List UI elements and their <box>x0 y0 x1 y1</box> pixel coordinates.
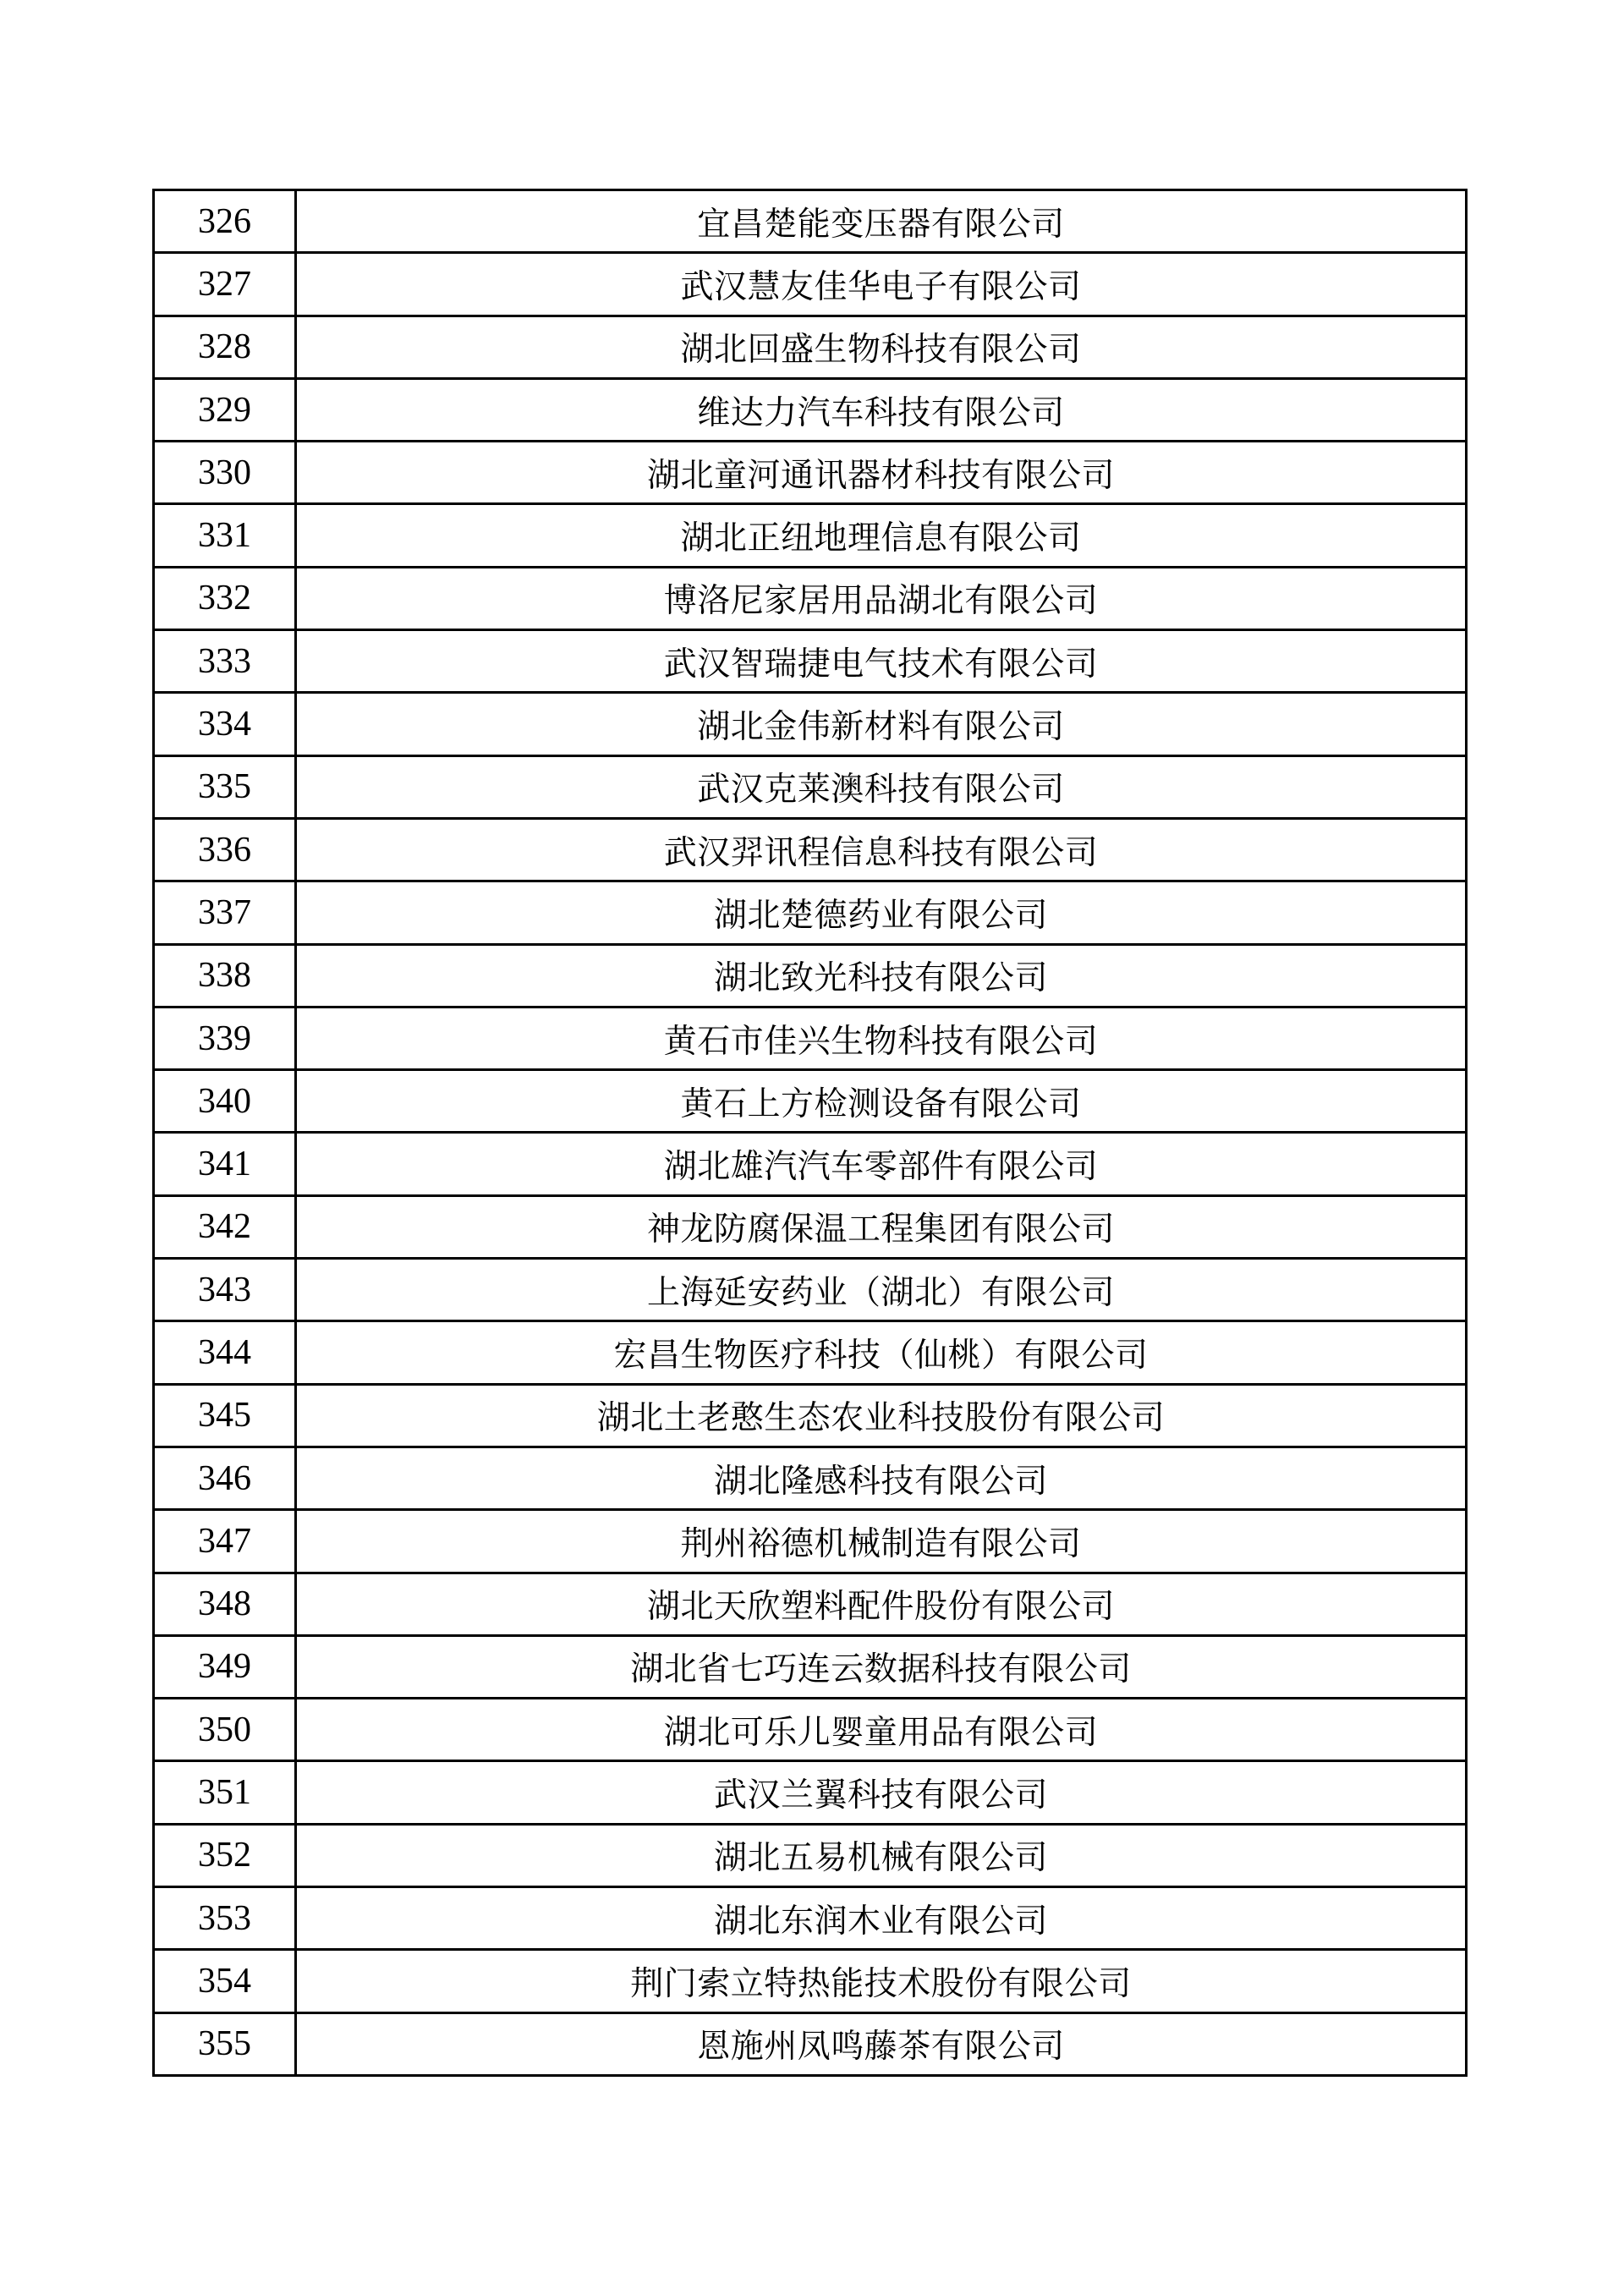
row-number-cell: 329 <box>154 378 296 441</box>
row-number-cell: 350 <box>154 1699 296 1761</box>
row-number-cell: 328 <box>154 316 296 378</box>
row-number-cell: 343 <box>154 1259 296 1321</box>
table-row <box>154 1699 1467 1761</box>
row-number-cell: 326 <box>154 190 296 253</box>
company-name-cell: 湖北土老憨生态农业科技股份有限公司 <box>296 1384 1467 1447</box>
company-list-table <box>152 189 1468 2077</box>
row-number-cell: 354 <box>154 1950 296 2012</box>
company-name-cell: 博洛尼家居用品湖北有限公司 <box>296 567 1467 629</box>
table-row <box>154 818 1467 881</box>
row-number-cell: 339 <box>154 1007 296 1069</box>
row-number-cell: 347 <box>154 1510 296 1573</box>
row-number-cell: 344 <box>154 1321 296 1384</box>
company-name-cell: 湖北东润木业有限公司 <box>296 1887 1467 1950</box>
company-name-cell: 恩施州凤鸣藤茶有限公司 <box>296 2012 1467 2075</box>
table-row <box>154 1824 1467 1886</box>
company-name-cell: 湖北童河通讯器材科技有限公司 <box>296 442 1467 504</box>
company-name-cell: 湖北天欣塑料配件股份有限公司 <box>296 1573 1467 1635</box>
row-number-cell: 355 <box>154 2012 296 2075</box>
company-name-cell: 宏昌生物医疗科技（仙桃）有限公司 <box>296 1321 1467 1384</box>
company-name-cell: 荆门索立特热能技术股份有限公司 <box>296 1950 1467 2012</box>
row-number-cell: 331 <box>154 504 296 567</box>
table-row <box>154 1133 1467 1195</box>
company-name-cell: 武汉兰翼科技有限公司 <box>296 1761 1467 1824</box>
table-row <box>154 1761 1467 1824</box>
row-number-cell: 340 <box>154 1070 296 1133</box>
row-number-cell: 348 <box>154 1573 296 1635</box>
company-name-cell: 湖北正纽地理信息有限公司 <box>296 504 1467 567</box>
company-name-cell: 黄石上方检测设备有限公司 <box>296 1070 1467 1133</box>
company-name-cell: 湖北隆感科技有限公司 <box>296 1447 1467 1509</box>
table-row <box>154 944 1467 1007</box>
company-name-cell: 湖北省七巧连云数据科技有限公司 <box>296 1635 1467 1698</box>
table-row <box>154 1635 1467 1698</box>
table-row <box>154 316 1467 378</box>
table-row <box>154 1259 1467 1321</box>
company-name-cell: 湖北金伟新材料有限公司 <box>296 693 1467 755</box>
company-name-cell: 湖北可乐儿婴童用品有限公司 <box>296 1699 1467 1761</box>
row-number-cell: 353 <box>154 1887 296 1950</box>
table-row <box>154 630 1467 693</box>
row-number-cell: 335 <box>154 755 296 818</box>
company-name-cell: 神龙防腐保温工程集团有限公司 <box>296 1195 1467 1258</box>
row-number-cell: 327 <box>154 253 296 316</box>
table-row <box>154 1321 1467 1384</box>
table-row <box>154 1447 1467 1509</box>
company-name-cell: 上海延安药业（湖北）有限公司 <box>296 1259 1467 1321</box>
company-name-cell: 武汉智瑞捷电气技术有限公司 <box>296 630 1467 693</box>
row-number-cell: 332 <box>154 567 296 629</box>
company-name-cell: 武汉慧友佳华电子有限公司 <box>296 253 1467 316</box>
company-name-cell: 湖北雄汽汽车零部件有限公司 <box>296 1133 1467 1195</box>
table-row <box>154 1384 1467 1447</box>
table-row <box>154 1070 1467 1133</box>
company-name-cell: 湖北致光科技有限公司 <box>296 944 1467 1007</box>
table-row <box>154 1510 1467 1573</box>
company-name-cell: 武汉羿讯程信息科技有限公司 <box>296 818 1467 881</box>
row-number-cell: 336 <box>154 818 296 881</box>
table-row <box>154 1573 1467 1635</box>
row-number-cell: 333 <box>154 630 296 693</box>
company-name-cell: 湖北楚德药业有限公司 <box>296 881 1467 944</box>
table-row <box>154 1195 1467 1258</box>
company-name-cell: 宜昌楚能变压器有限公司 <box>296 190 1467 253</box>
table-row <box>154 2012 1467 2075</box>
table-row <box>154 881 1467 944</box>
row-number-cell: 346 <box>154 1447 296 1509</box>
company-name-cell: 荆州裕德机械制造有限公司 <box>296 1510 1467 1573</box>
row-number-cell: 342 <box>154 1195 296 1258</box>
table-row <box>154 253 1467 316</box>
company-name-cell: 湖北回盛生物科技有限公司 <box>296 316 1467 378</box>
row-number-cell: 349 <box>154 1635 296 1698</box>
company-name-cell: 湖北五易机械有限公司 <box>296 1824 1467 1886</box>
table-row <box>154 378 1467 441</box>
table-row <box>154 1007 1467 1069</box>
row-number-cell: 334 <box>154 693 296 755</box>
table-row <box>154 567 1467 629</box>
row-number-cell: 337 <box>154 881 296 944</box>
company-name-cell: 黄石市佳兴生物科技有限公司 <box>296 1007 1467 1069</box>
company-table-body <box>154 190 1467 2076</box>
company-name-cell: 武汉克莱澳科技有限公司 <box>296 755 1467 818</box>
row-number-cell: 351 <box>154 1761 296 1824</box>
table-row <box>154 1950 1467 2012</box>
row-number-cell: 352 <box>154 1824 296 1886</box>
row-number-cell: 330 <box>154 442 296 504</box>
table-row <box>154 442 1467 504</box>
table-row <box>154 755 1467 818</box>
company-name-cell: 维达力汽车科技有限公司 <box>296 378 1467 441</box>
table-row <box>154 504 1467 567</box>
table-row <box>154 1887 1467 1950</box>
row-number-cell: 338 <box>154 944 296 1007</box>
row-number-cell: 341 <box>154 1133 296 1195</box>
row-number-cell: 345 <box>154 1384 296 1447</box>
table-row <box>154 693 1467 755</box>
table-row <box>154 190 1467 253</box>
